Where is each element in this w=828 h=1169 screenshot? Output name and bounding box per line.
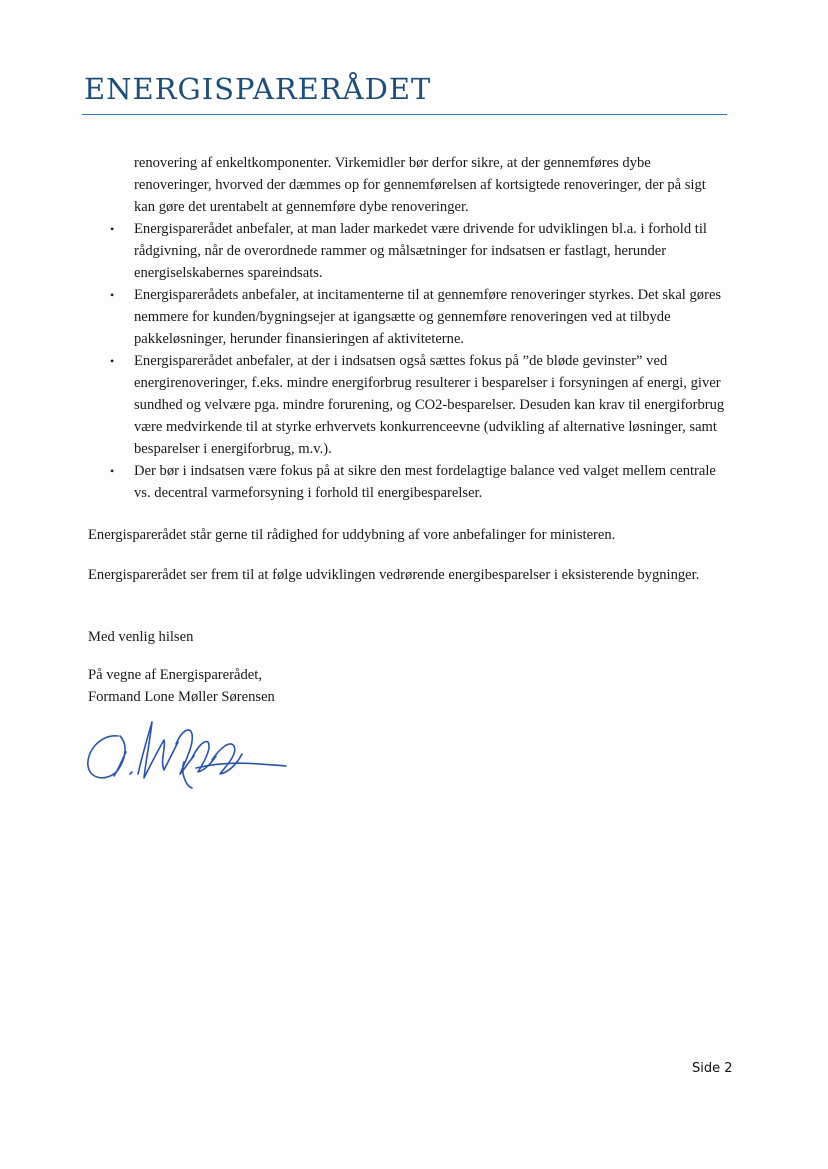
letterhead-title: ENERGISPARERÅDET [84,72,432,106]
handwritten-signature [80,700,300,800]
bullet-marker: • [110,464,115,478]
bullet-marker: • [110,222,115,236]
bullet-marker: • [110,354,115,368]
list-item [88,460,728,504]
list-item [88,284,728,350]
on-behalf-line: På vegne af Energisparerådet, [88,667,262,683]
bullet-marker: • [110,288,115,302]
follow-up-paragraph: Energisparerådet ser frem til at følge udviklingen vedrørende energibesparelser i eksisterende bygninger. [88,567,700,583]
page-number: Side 2 [692,1061,733,1076]
list-item [88,218,728,284]
signatory-line: Formand Lone Møller Sørensen [88,689,275,705]
closing-greeting: Med venlig hilsen [88,629,194,645]
continued-paragraph: renovering af enkeltkomponenter. Virkemidler bør derfor sikre, at der gennemføres dybe renoveringer, hvorved der dæmmes op for gennemførelsen af kortsigtede renoveringer, der på sigt kan gøre det urentabelt at gennemføre dybe renoveringer. [134,155,706,215]
list-item-text: Der bør i indsatsen være fokus på at sikre den mest fordelagtige balance ved valget mellem centrale vs. decentral varmeforsyning i forhold til energibesparelser. [134,463,716,501]
list-item-text: Energisparerådet anbefaler, at man lader markedet være drivende for udviklingen bl.a. i forhold til rådgivning, når de overordnede rammer og målsætninger for indsatsen er fastlagt, herunder energiselskabernes spareindsats. [134,221,707,281]
letterhead-rule [82,114,727,115]
list-item-text: Energisparerådets anbefaler, at incitamenterne til at gennemføre renoveringer styrkes. Det skal gøres nemmere for kunden/bygningsejer at igangsætte og gennemføre renoveringen ved at tilbyde pakkeløsninger, herunder finansieringen af aktiviteterne. [134,287,722,347]
list-item [88,350,728,460]
list-item-text: Energisparerådet anbefaler, at der i indsatsen også sættes fokus på ”de bløde gevinster” ved energirenoveringer, f.eks. mindre energiforbrug resulterer i besparelser i forsyningen af energi, giver sundhed og velvære pga. mindre forurening, og CO2-besparelser. Desuden kan krav til energiforbrug være medvirkende til at styrke erhvervets konkurrenceevne (udvikling af alternative løsninger, samt besparelser i energiforbrug, m.v.). [134,353,725,457]
recommendation-list [88,218,728,504]
letter-body [88,152,728,708]
availability-paragraph: Energisparerådet står gerne til rådighed for uddybning af vore anbefalinger for ministeren. [88,527,616,543]
